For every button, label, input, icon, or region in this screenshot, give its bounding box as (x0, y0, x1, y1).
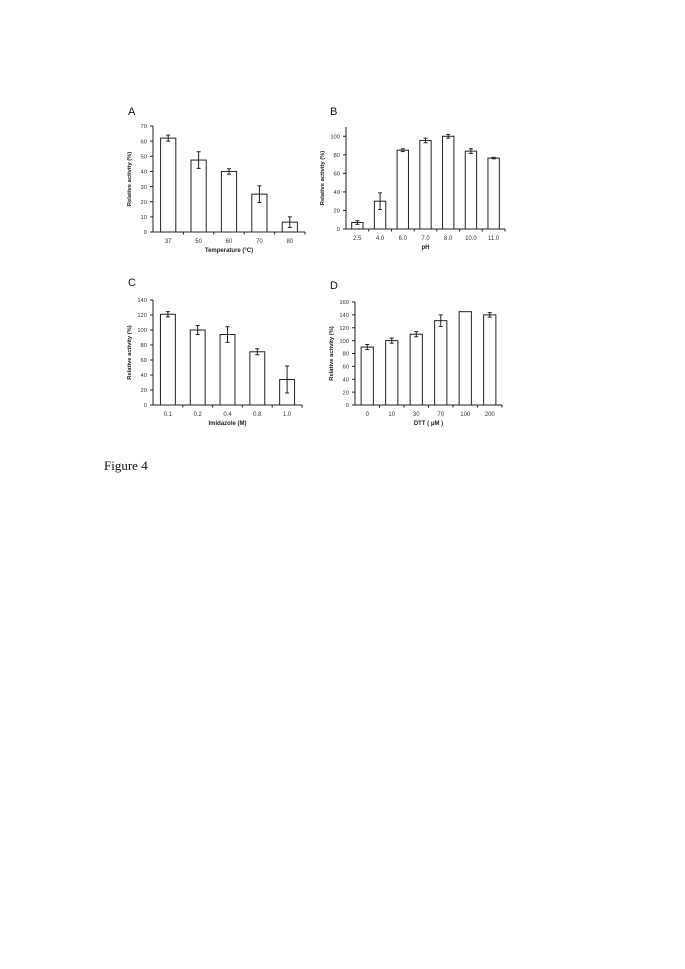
y-tick-label: 80 (333, 153, 340, 160)
y-axis-label: Relative activity (%) (320, 150, 326, 206)
y-tick-label: 40 (342, 377, 349, 384)
panel-letter-a: A (128, 106, 136, 118)
bar (459, 312, 471, 405)
x-tick-label: 10.0 (465, 236, 477, 242)
x-axis-label: Imidazole (M) (208, 421, 247, 427)
y-tick-label: 120 (339, 325, 349, 332)
y-tick-label: 20 (140, 199, 147, 206)
x-tick-label: 37 (164, 239, 172, 245)
y-tick-label: 10 (140, 215, 147, 222)
bar (361, 347, 373, 405)
x-axis-label: pH (421, 245, 430, 251)
y-tick-label: 40 (140, 169, 147, 176)
y-tick-label: 100 (330, 134, 340, 141)
y-axis-label: Relative activity (%) (127, 151, 133, 207)
x-tick-label: 70 (256, 239, 263, 245)
y-tick-label: 60 (140, 139, 147, 146)
x-tick-label: 1.0 (282, 412, 292, 418)
y-axis-label: Relative activity (%) (329, 326, 335, 381)
y-tick-label: 20 (333, 208, 340, 215)
y-tick-label: 80 (140, 343, 147, 350)
x-tick-label: 2.5 (353, 236, 362, 242)
y-axis-label: Relative activity (%) (127, 325, 133, 380)
x-axis-label: Temperature (°C) (204, 248, 254, 254)
x-tick-label: 11.0 (488, 236, 500, 242)
x-tick-label: 8.0 (444, 236, 453, 242)
x-tick-label: 50 (195, 239, 202, 245)
x-tick-label: 0.8 (253, 412, 262, 418)
x-tick-label: 6.0 (398, 236, 407, 242)
y-tick-label: 20 (342, 390, 349, 397)
y-tick-label: 0 (345, 403, 349, 410)
x-tick-label: 80 (286, 239, 294, 245)
x-tick-label: 4.0 (375, 236, 385, 242)
panel-letter-b: B (330, 106, 338, 118)
y-tick-label: 40 (140, 373, 147, 380)
y-tick-label: 100 (339, 338, 349, 345)
y-tick-label: 0 (336, 227, 340, 234)
bar (484, 315, 496, 405)
x-axis-label: DTT ( μM ) (413, 421, 444, 427)
y-tick-label: 60 (333, 171, 340, 178)
y-tick-label: 0 (143, 403, 147, 410)
x-tick-label: 100 (460, 412, 471, 418)
y-tick-label: 30 (140, 184, 147, 191)
figure-caption: Figure 4 (104, 458, 148, 473)
bar (410, 334, 422, 405)
y-tick-label: 80 (342, 351, 349, 358)
y-tick-label: 100 (137, 328, 147, 335)
y-tick-label: 20 (140, 388, 147, 395)
x-tick-label: 70 (437, 412, 445, 418)
x-tick-label: 200 (484, 412, 495, 418)
y-tick-label: 60 (140, 358, 147, 365)
y-tick-label: 140 (339, 313, 349, 320)
y-tick-label: 70 (140, 124, 147, 131)
y-tick-label: 50 (140, 154, 147, 161)
y-tick-label: 160 (339, 300, 349, 307)
bar (435, 321, 447, 405)
x-tick-label: 0 (365, 412, 369, 418)
y-tick-label: 40 (333, 190, 340, 197)
y-tick-label: 120 (137, 313, 147, 320)
panel-letter-d: D (330, 280, 338, 292)
y-tick-label: 60 (342, 364, 349, 371)
y-tick-label: 0 (143, 230, 147, 237)
panel-letter-c: C (128, 277, 136, 289)
bar (386, 341, 398, 405)
x-tick-label: 7.0 (421, 236, 430, 242)
y-tick-label: 140 (137, 298, 147, 305)
x-tick-label: 30 (412, 412, 420, 418)
x-tick-label: 0.4 (223, 412, 232, 418)
x-tick-label: 60 (225, 239, 233, 245)
x-tick-label: 0.1 (163, 412, 173, 418)
x-tick-label: 10 (388, 412, 396, 418)
x-tick-label: 0.2 (193, 412, 202, 418)
